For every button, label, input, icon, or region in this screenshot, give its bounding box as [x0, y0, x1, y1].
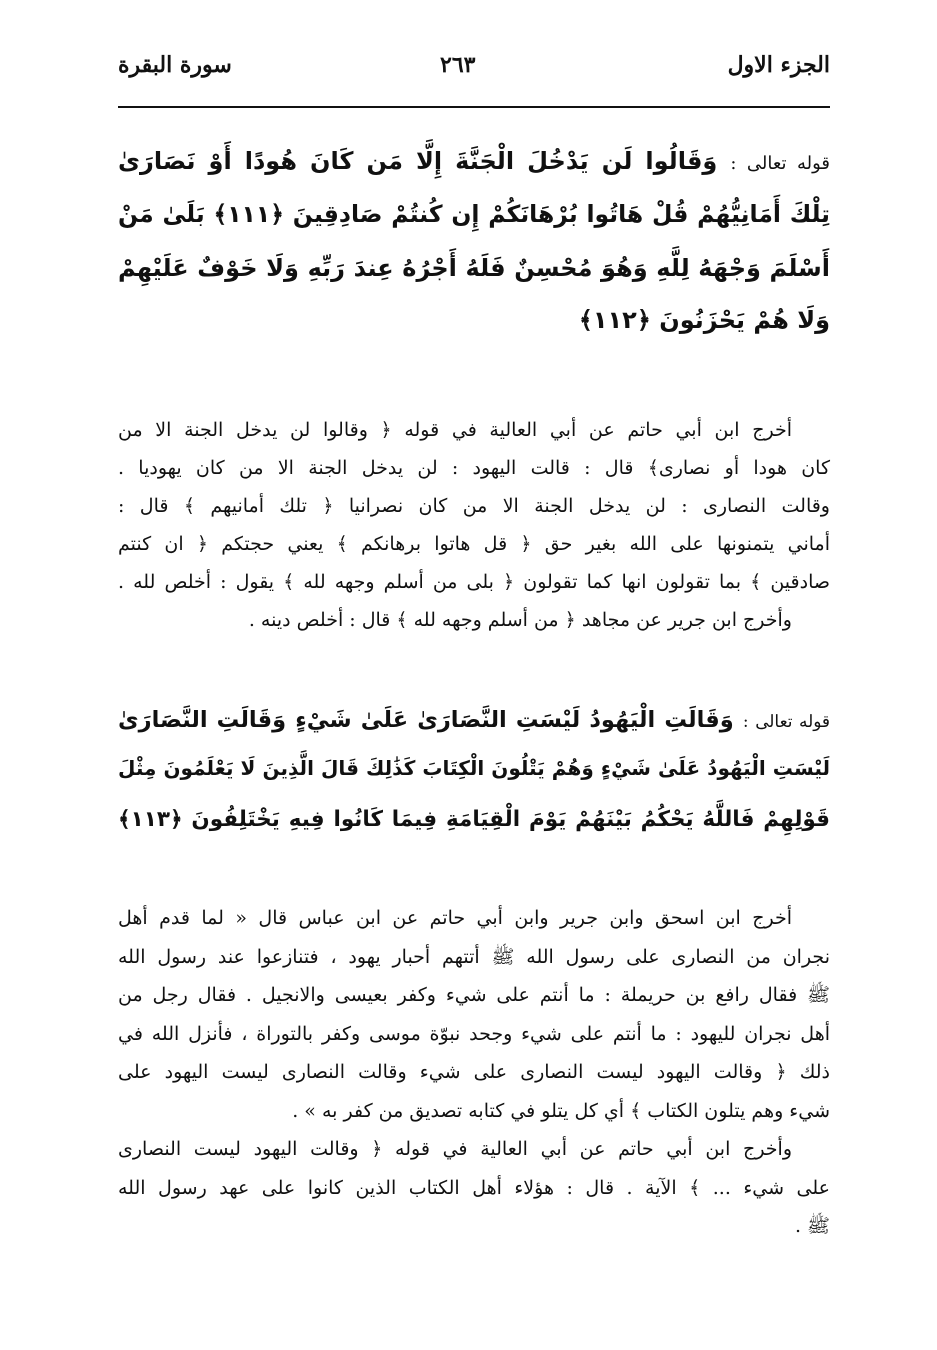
commentary-line: وقالت النصارى : لن يدخل الجنة الا من كان نصرانيا ﴿ تلك أمانيهم ﴾ قال :	[118, 495, 830, 517]
commentary-line: أخرج ابن اسحق وابن جرير وابن أبي حاتم عن ابن عباس قال « لما قدم أهل	[118, 907, 792, 929]
commentary-line: وأخرج ابن أبي حاتم عن أبي العالية في قوله ﴿ وقالت اليهود ليست النصارى	[118, 1138, 792, 1160]
commentary-line: ﷺ .	[794, 1215, 830, 1237]
commentary-line: كان هودا أو نصارى﴾ قال : قالت اليهود : لن يدخل الجنة الا من كان يهوديا .	[118, 457, 830, 479]
header-divider	[118, 106, 830, 108]
verse-label: قوله تعالى :	[742, 711, 830, 731]
commentary-line: على شيء ... ﴾ الآية . قال : هؤلاء أهل الكتاب الذين كانوا على عهد رسول الله	[118, 1176, 830, 1199]
commentary-line: ﷺ فقال رافع بن حريملة : ما أنتم على شيء وكفر بعيسى والانجيل . فقال رجل من	[118, 984, 830, 1006]
quran-verse-line: أَسْلَمَ وَجْهَهُ لِلَّهِ وَهُوَ مُحْسِنٌ فَلَهُ أَجْرُهُ عِندَ رَبِّهِ وَلَا خَوْفٌ عَلَيْهِمْ	[118, 254, 830, 282]
verse-text: وَقَالَتِ الْيَهُودُ لَيْسَتِ النَّصَارَىٰ عَلَىٰ شَيْءٍ وَقَالَتِ النَّصَارَىٰ	[118, 707, 734, 733]
quran-verse-line: وَلَا هُمْ يَحْزَنُونَ ﴿١١٢﴾	[578, 306, 830, 334]
commentary-line: أهل نجران لليهود : ما أنتم على شيء وجحد نبوّة موسى وكفر بالتوراة ، فأنزل الله في	[118, 1022, 830, 1045]
quran-verse-line: قَوْلِهِمْ فَاللَّهُ يَحْكُمُ بَيْنَهُمْ يَوْمَ الْقِيَامَةِ فِيمَا كَانُوا فِيهِ يَخْتَلِفُونَ ﴿١١٣﴾	[118, 807, 830, 832]
quran-verse-line	[118, 696, 830, 744]
verse-text: وَقَالُوا لَن يَدْخُلَ الْجَنَّةَ إِلَّا مَن كَانَ هُودًا أَوْ نَصَارَىٰ	[118, 147, 718, 175]
commentary-line: صادقين ﴾ بما تقولون انها كما تقولون ﴿ بلى من أسلم وجهه لله ﴾ يقول : أخلص لله .	[118, 571, 830, 593]
commentary-line: وأخرج ابن جرير عن مجاهد ﴿ من أسلم وجهه لله ﴾ قال : أخلص دينه .	[248, 609, 792, 631]
surah-title: سورة البقرة	[118, 52, 232, 78]
commentary-line: أخرج ابن أبي حاتم عن أبي العالية في قوله ﴿ وقالوا لن يدخل الجنة الا من	[118, 419, 792, 441]
quran-verse-line	[118, 137, 830, 185]
commentary-line: أماني يتمنونها على الله بغير حق ﴿ قل هاتوا برهانكم ﴾ يعني حجتكم ﴿ ان كنتم	[118, 533, 830, 555]
quran-verse-line: تِلْكَ أَمَانِيُّهُمْ قُلْ هَاتُوا بُرْهَانَكُمْ إِن كُنتُمْ صَادِقِينَ ﴿١١١﴾ بَلَىٰ مَنْ	[118, 200, 830, 228]
commentary-line: نجران من النصارى على رسول الله ﷺ أتتهم أحبار يهود ، فتنازعوا عند رسول الله	[118, 945, 830, 968]
verse-label: قوله تعالى :	[730, 153, 831, 174]
commentary-line: شيء وهم يتلون الكتاب ﴾ أي كل يتلو في كتابه تصديق من كفر به » .	[292, 1099, 830, 1122]
commentary-line: ذلك ﴿ وقالت اليهود ليست النصارى على شيء وقالت النصارى ليست اليهود على	[118, 1061, 830, 1083]
page-number: ٢٦٣	[440, 52, 476, 78]
juz-title: الجزء الاول	[727, 52, 830, 78]
quran-verse-line: لَيْسَتِ الْيَهُودُ عَلَىٰ شَيْءٍ وَهُمْ يَتْلُونَ الْكِتَابَ كَذَٰلِكَ قَالَ الَّذِينَ لَا يَعْلَمُونَ مِثْلَ	[118, 756, 830, 780]
